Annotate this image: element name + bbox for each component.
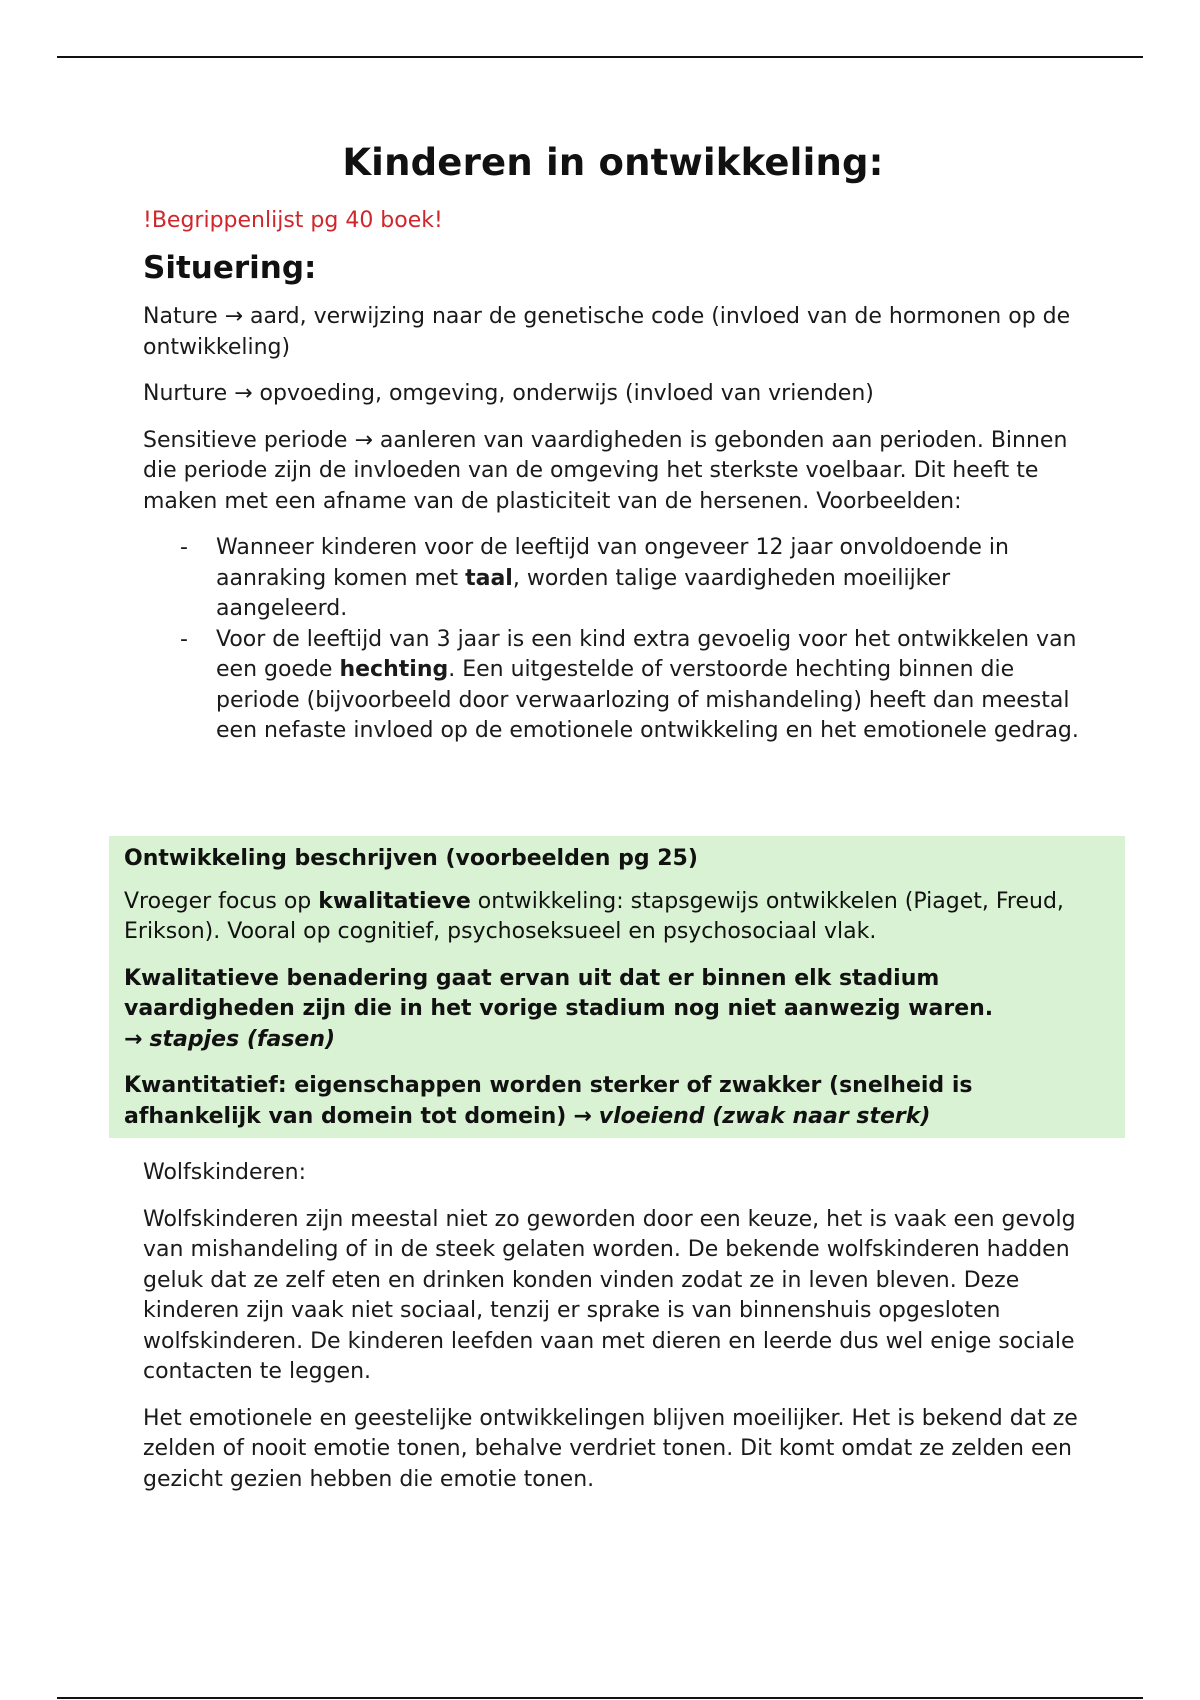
box-title-text: Ontwikkeling beschrijven (voorbeelden pg 25)	[124, 846, 698, 871]
arrow-icon: →	[573, 1103, 592, 1129]
box-bold-text: Kwalitatieve benadering gaat ervan uit dat er binnen elk stadium vaardigheden zijn die in het vorige stadium nog niet aanwezig waren.	[124, 965, 994, 1021]
wolfskinderen-heading: Wolfskinderen:	[143, 1160, 306, 1185]
dash-bullet: -	[180, 535, 188, 560]
arrow-icon: →	[224, 304, 244, 329]
examples-list	[143, 533, 1083, 747]
sensitive-period-paragraph	[143, 426, 1083, 518]
box-text: ontwikkeling: stapsgewijs ontwikkelen (Piaget, Freud, Erikson). Vooral op cognitief, psychoseksueel en psychosociaal vlak.	[124, 888, 1064, 944]
box-paragraph-quantitative	[124, 1071, 1109, 1132]
box-italic-text: vloeiend (zwak naar sterk)	[598, 1103, 931, 1129]
box-text: Vroeger focus op	[124, 888, 319, 914]
list-item-text: , worden talige vaardigheden moeilijker aangeleerd.	[216, 565, 951, 621]
box-paragraph-qualitative	[124, 887, 1109, 948]
highlight-box-ontwikkeling	[109, 836, 1125, 1138]
wolfskinderen-paragraph-2: Het emotionele en geestelijke ontwikkelingen blijven moeilijker. Het is bekend dat ze zelden of nooit emotie tonen, behalve verdriet tonen. Dit komt omdat ze zelden een gezicht gezien hebben die emotie tonen.	[143, 1405, 1078, 1492]
list-item-text: Voor de leeftijd van 3 jaar is een kind extra gevoelig voor het ontwikkelen van een goede	[216, 626, 1077, 682]
box-paragraph-approach	[124, 964, 1109, 1056]
section-heading-situering: Situering:	[143, 250, 317, 286]
wolfskinderen-paragraph-1: Wolfskinderen zijn meestal niet zo geworden door een keuze, het is vaak een gevolg van mishandeling of in de steek gelaten worden. De bekende wolfskinderen hadden geluk dat ze zelf eten en drinken konden vinden zodat ze in leven bleven. Deze kinderen zijn vaak niet sociaal, tenzij er sprake is van binnenshuis opgesloten wolfskinderen. De kinderen leefden vaan met dieren en leerde dus wel enige sociale contacten te leggen.	[143, 1206, 1076, 1384]
bottom-rule	[57, 1697, 1143, 1699]
nurture-term: Nurture	[143, 381, 228, 406]
nurture-text: opvoeding, omgeving, onderwijs (invloed van vrienden)	[252, 381, 874, 406]
box-title	[124, 844, 1109, 875]
sensitive-text: aanleren van vaardigheden is gebonden aan perioden. Binnen die periode zijn de invloeden van de omgeving het sterkste voelbaar. Dit heeft te maken met een afname van de plasticiteit van de hersenen. Voorbeelden:	[143, 427, 1068, 514]
nature-paragraph	[143, 302, 1083, 363]
dash-bullet: -	[180, 626, 188, 652]
page-content	[143, 140, 1083, 747]
list-item	[143, 625, 1083, 747]
keyword-hechting: hechting	[339, 657, 449, 682]
keyword-kwalitatieve: kwalitatieve	[318, 888, 471, 914]
wolfskinderen-section	[143, 1158, 1083, 1495]
arrow-icon: →	[234, 381, 253, 406]
keyword-taal: taal	[465, 565, 513, 591]
box-italic-text: stapjes (fasen)	[149, 1026, 336, 1052]
reference-note: !Begrippenlijst pg 40 boek!	[143, 208, 443, 233]
nature-text: aard, verwijzing naar de genetische code (invloed van de hormonen op de ontwikkeling)	[143, 304, 1071, 360]
page-title: Kinderen in ontwikkeling:	[342, 141, 884, 184]
sensitive-term: Sensitieve periode	[143, 427, 348, 453]
list-item-text: Wanneer kinderen voor de leeftijd van ongeveer 12 jaar onvoldoende in aanraking komen met	[216, 535, 1009, 591]
arrow-icon: →	[124, 1026, 143, 1052]
list-item-text: . Een uitgestelde of verstoorde hechting binnen die periode (bijvoorbeeld door verwaarlozing of mishandeling) heeft dan meestal een nefaste invloed op de emotionele ontwikkeling en het emotionele gedrag.	[216, 657, 1079, 743]
list-item	[143, 533, 1083, 625]
box-bold-text: Kwantitatief: eigenschappen worden sterker of zwakker (snelheid is afhankelijk van domein tot domein)	[124, 1073, 973, 1129]
nurture-paragraph	[143, 379, 1083, 410]
arrow-icon: →	[354, 427, 373, 453]
nature-term: Nature	[143, 304, 218, 329]
top-rule	[57, 56, 1143, 58]
